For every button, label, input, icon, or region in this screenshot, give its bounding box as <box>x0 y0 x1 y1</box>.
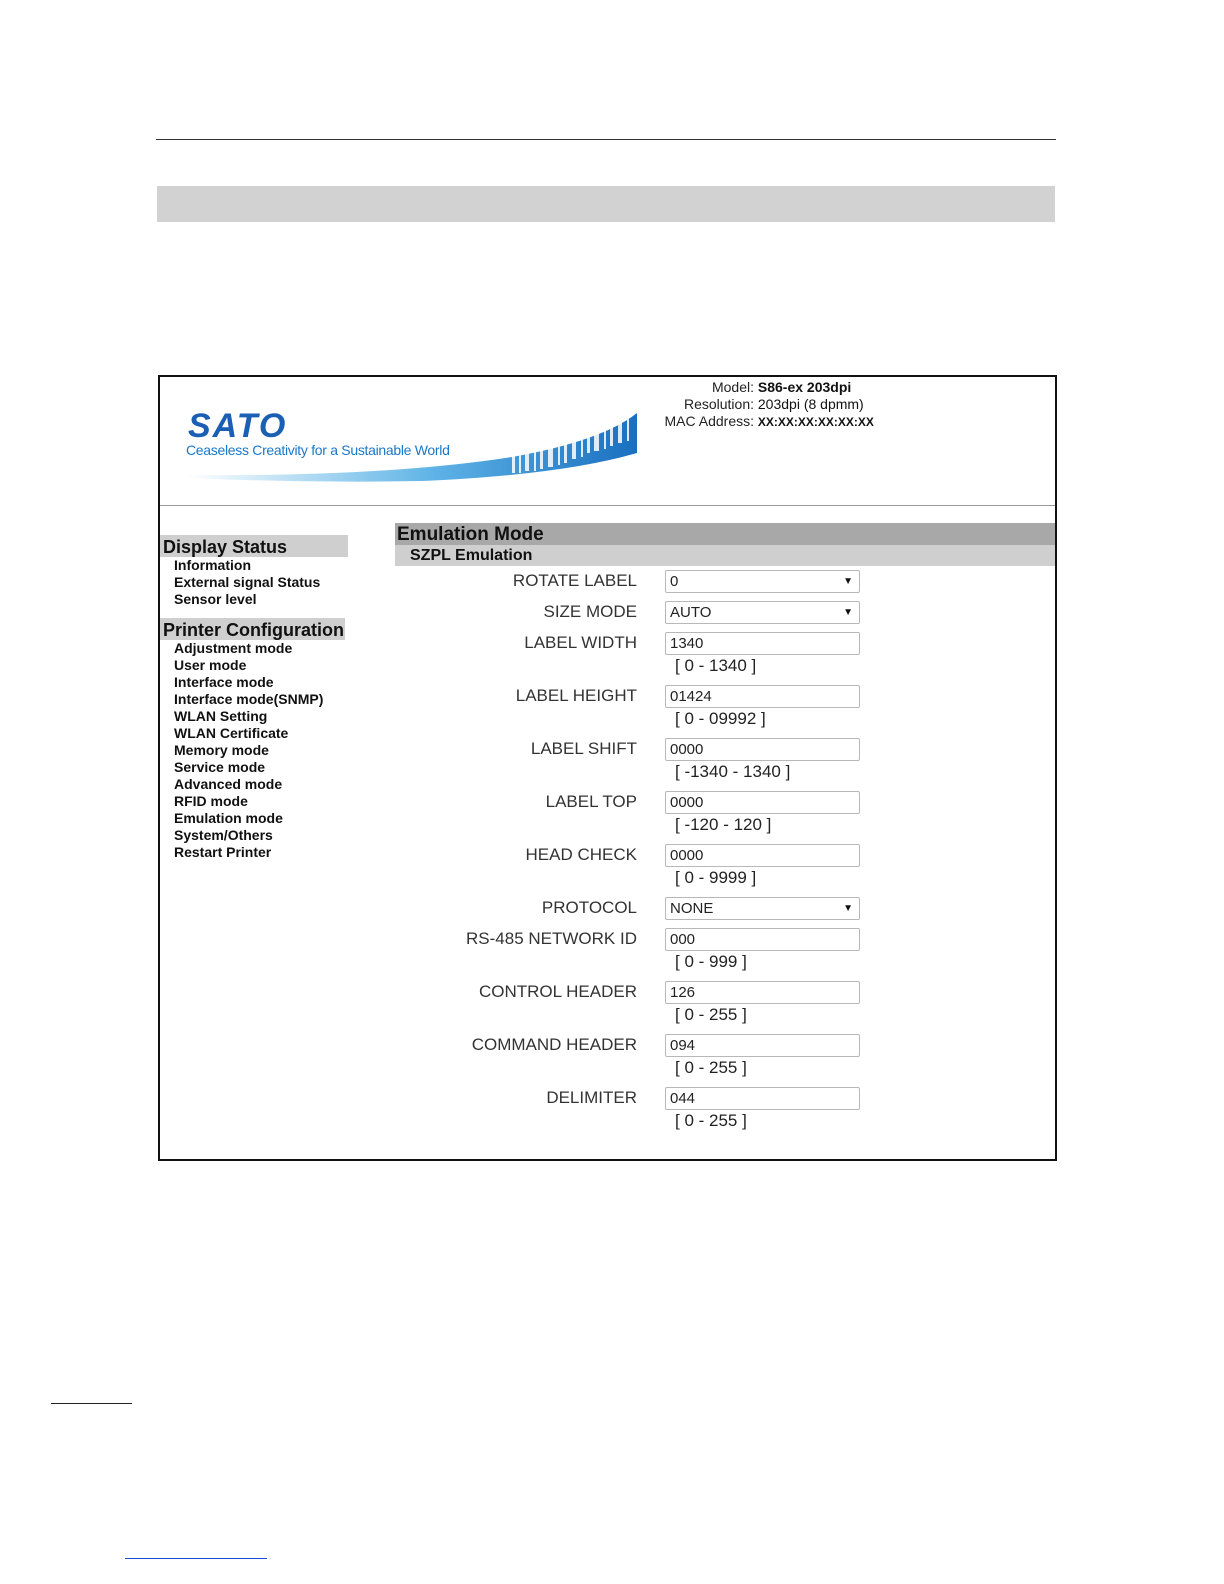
resolution-value: 203dpi (8 dpmm) <box>757 396 864 412</box>
rs485-id-label: RS-485 NETWORK ID <box>466 929 637 948</box>
label-shift-range-row <box>395 764 1055 787</box>
rotate-label-row <box>395 566 1055 597</box>
rotate-label-select[interactable] <box>665 570 860 593</box>
model-row <box>650 379 874 396</box>
section-band <box>157 186 1055 222</box>
label-shift-range: [ -1340 - 1340 ] <box>675 762 791 781</box>
control-header-row <box>395 977 1055 1007</box>
head-check-row <box>395 840 1055 870</box>
command-header-row <box>395 1030 1055 1060</box>
sidebar-item-restart-printer[interactable]: Restart Printer <box>174 844 272 860</box>
sidebar-item-wlan-setting[interactable]: WLAN Setting <box>174 708 268 724</box>
rs485-id-range-row <box>395 954 1055 977</box>
label-top-input[interactable]: 0000 <box>665 791 860 814</box>
chevron-down-icon: ▼ <box>843 903 853 914</box>
head-check-range-row <box>395 870 1055 893</box>
sidebar-item-emulation-mode[interactable]: Emulation mode <box>174 810 283 826</box>
sidebar-item-external-signal-status[interactable]: External signal Status <box>174 574 321 590</box>
delimiter-label: DELIMITER <box>546 1088 637 1107</box>
label-top-range: [ -120 - 120 ] <box>675 815 772 834</box>
control-header-input[interactable]: 126 <box>665 981 860 1004</box>
size-mode-select[interactable] <box>665 601 860 624</box>
sidebar-item-wlan-certificate[interactable]: WLAN Certificate <box>174 725 289 741</box>
tagline: Ceaseless Creativity for a Sustainable World <box>186 442 450 458</box>
command-header-input[interactable]: 094 <box>665 1034 860 1057</box>
label-top-range-row <box>395 817 1055 840</box>
label-shift-row <box>395 734 1055 764</box>
size-mode-label: SIZE MODE <box>543 602 637 621</box>
main-panel <box>395 523 1055 1136</box>
command-header-range-row <box>395 1060 1055 1083</box>
printer-configuration-heading: Printer Configuration <box>160 618 345 640</box>
section-subtitle: SZPL Emulation <box>395 545 1055 566</box>
sato-logo-text: SATO <box>188 407 288 445</box>
delimiter-input[interactable]: 044 <box>665 1087 860 1110</box>
chevron-down-icon: ▼ <box>843 576 853 587</box>
command-header-label: COMMAND HEADER <box>471 1035 637 1054</box>
sidebar-item-advanced-mode[interactable]: Advanced mode <box>174 776 283 792</box>
label-width-range-row <box>395 658 1055 681</box>
rs485-id-row <box>395 924 1055 954</box>
web-config-screenshot <box>158 375 1057 1161</box>
label-top-label: LABEL TOP <box>545 792 637 811</box>
label-height-label: LABEL HEIGHT <box>515 686 637 705</box>
label-height-row <box>395 681 1055 711</box>
sidebar-item-sensor-level[interactable]: Sensor level <box>174 591 257 607</box>
rotate-label-label: ROTATE LABEL <box>512 571 637 590</box>
delimiter-range: [ 0 - 255 ] <box>675 1111 747 1130</box>
control-header-range: [ 0 - 255 ] <box>675 1005 747 1024</box>
sidebar-item-interface-mode[interactable]: Interface mode <box>174 674 274 690</box>
label-width-label: LABEL WIDTH <box>524 633 637 652</box>
label-width-range: [ 0 - 1340 ] <box>675 656 757 675</box>
control-header-label: CONTROL HEADER <box>478 982 637 1001</box>
header <box>160 377 1055 506</box>
resolution-label: Resolution: <box>683 396 754 412</box>
protocol-value: NONE <box>670 900 714 917</box>
footer-link-underline <box>125 1558 267 1559</box>
head-check-input[interactable]: 0000 <box>665 844 860 867</box>
label-height-range-row <box>395 711 1055 734</box>
protocol-row <box>395 893 1055 924</box>
head-check-label: HEAD CHECK <box>525 845 637 864</box>
size-mode-value: AUTO <box>670 604 712 621</box>
sidebar-item-rfid-mode[interactable]: RFID mode <box>174 793 248 809</box>
sidebar-item-adjustment-mode[interactable]: Adjustment mode <box>174 640 293 656</box>
delimiter-range-row <box>395 1113 1055 1136</box>
resolution-row <box>650 396 874 413</box>
model-value: S86-ex 203dpi <box>757 379 852 395</box>
label-height-input[interactable]: 01424 <box>665 685 860 708</box>
model-label: Model: <box>711 379 754 395</box>
protocol-label: PROTOCOL <box>541 898 637 917</box>
head-check-range: [ 0 - 9999 ] <box>675 868 757 887</box>
label-height-range: [ 0 - 09992 ] <box>675 709 766 728</box>
sidebar-item-memory-mode[interactable]: Memory mode <box>174 742 269 758</box>
sidebar-item-service-mode[interactable]: Service mode <box>174 759 266 775</box>
footnote-rule <box>51 1403 132 1404</box>
label-top-row <box>395 787 1055 817</box>
printer-info <box>650 379 874 431</box>
label-shift-input[interactable]: 0000 <box>665 738 860 761</box>
sidebar <box>160 535 360 861</box>
command-header-range: [ 0 - 255 ] <box>675 1058 747 1077</box>
sidebar-item-information[interactable]: Information <box>174 557 251 573</box>
chevron-down-icon: ▼ <box>843 607 853 618</box>
mac-row <box>650 413 874 431</box>
display-status-heading: Display Status <box>160 535 348 557</box>
rs485-id-range: [ 0 - 999 ] <box>675 952 747 971</box>
page-title: Emulation Mode <box>395 523 1055 545</box>
sidebar-item-user-mode[interactable]: User mode <box>174 657 247 673</box>
label-shift-label: LABEL SHIFT <box>530 739 637 758</box>
label-width-row <box>395 628 1055 658</box>
label-width-input[interactable]: 1340 <box>665 632 860 655</box>
mac-value: XX:XX:XX:XX:XX:XX <box>757 415 874 429</box>
delimiter-row <box>395 1083 1055 1113</box>
protocol-select[interactable] <box>665 897 860 920</box>
mac-label: MAC Address: <box>664 413 754 429</box>
rs485-id-input[interactable]: 000 <box>665 928 860 951</box>
top-rule <box>156 139 1056 140</box>
rotate-label-value: 0 <box>670 573 679 590</box>
control-header-range-row <box>395 1007 1055 1030</box>
sidebar-item-interface-mode-snmp[interactable]: Interface mode(SNMP) <box>174 691 324 707</box>
size-mode-row <box>395 597 1055 628</box>
sidebar-item-system-others[interactable]: System/Others <box>174 827 273 843</box>
